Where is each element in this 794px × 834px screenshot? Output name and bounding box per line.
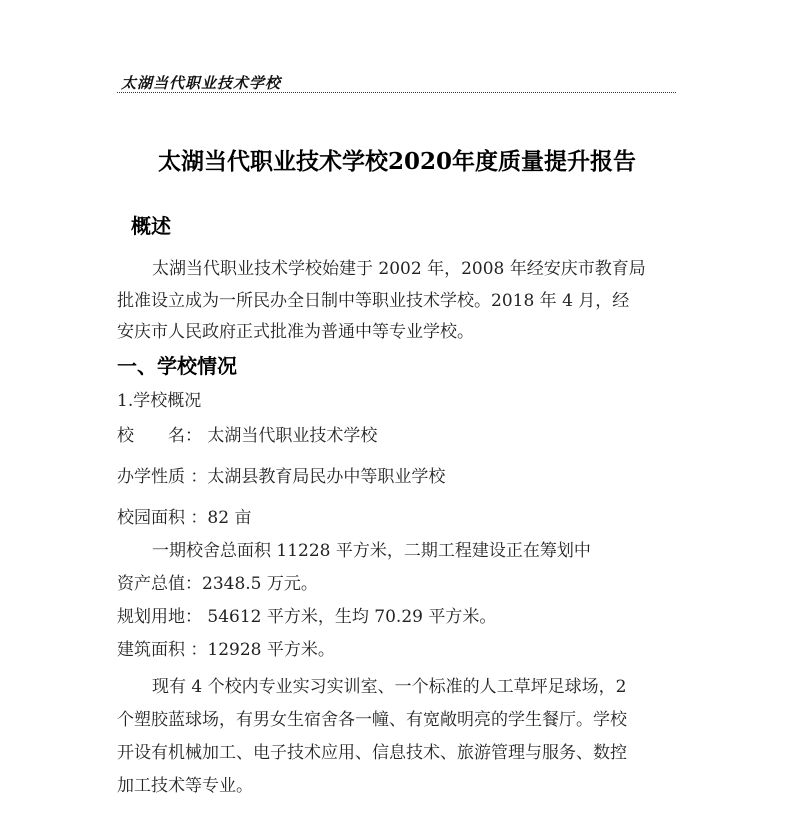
overview-line-3: 安庆市人民政府正式批准为普通中等专业学校。 (117, 322, 474, 342)
school-nature-line: 办学性质 ：太湖县教育局民办中等职业学校 (117, 467, 446, 487)
subsection-school-overview: 1.学校概况 (117, 391, 202, 411)
facilities-line-1: 现有 4 个校内专业实习实训室、一个标准的人工草坪足球场，2 (152, 677, 627, 697)
overview-line-1: 太湖当代职业技术学校始建于 2002 年，2008 年经安庆市教育局 (152, 259, 646, 279)
facilities-line-4: 加工技术等专业。 (117, 776, 253, 796)
building-area-line: 建筑面积 ：12928 平方米。 (117, 640, 335, 660)
report-title: 太湖当代职业技术学校2020年度质量提升报告 (157, 148, 636, 175)
building-phase-line: 一期校舍总面积 11228 平方米，二期工程建设正在筹划中 (152, 541, 591, 561)
campus-area-line: 校园面积 ：82 亩 (117, 508, 252, 528)
section-school-heading: 一、学校情况 (117, 354, 237, 378)
overview-heading: 概述 (131, 214, 171, 238)
school-name-line: 校 名： 太湖当代职业技术学校 (117, 426, 378, 446)
running-header: 太湖当代职业技术学校 (121, 74, 282, 92)
header-divider (117, 92, 676, 93)
facilities-line-3: 开设有机械加工、电子技术应用、信息技术、旅游管理与服务、数控 (117, 743, 627, 763)
overview-line-2: 批准设立成为一所民办全日制中等职业技术学校。2018 年 4 月，经 (117, 291, 630, 311)
facilities-line-2: 个塑胶蓝球场，有男女生宿舍各一幢、有宽敞明亮的学生餐厅。学校 (117, 710, 627, 730)
assets-line: 资产总值：2348.5 万元。 (117, 574, 318, 594)
planned-land-line: 规划用地： 54612 平方米，生均 70.29 平方米。 (117, 607, 497, 627)
